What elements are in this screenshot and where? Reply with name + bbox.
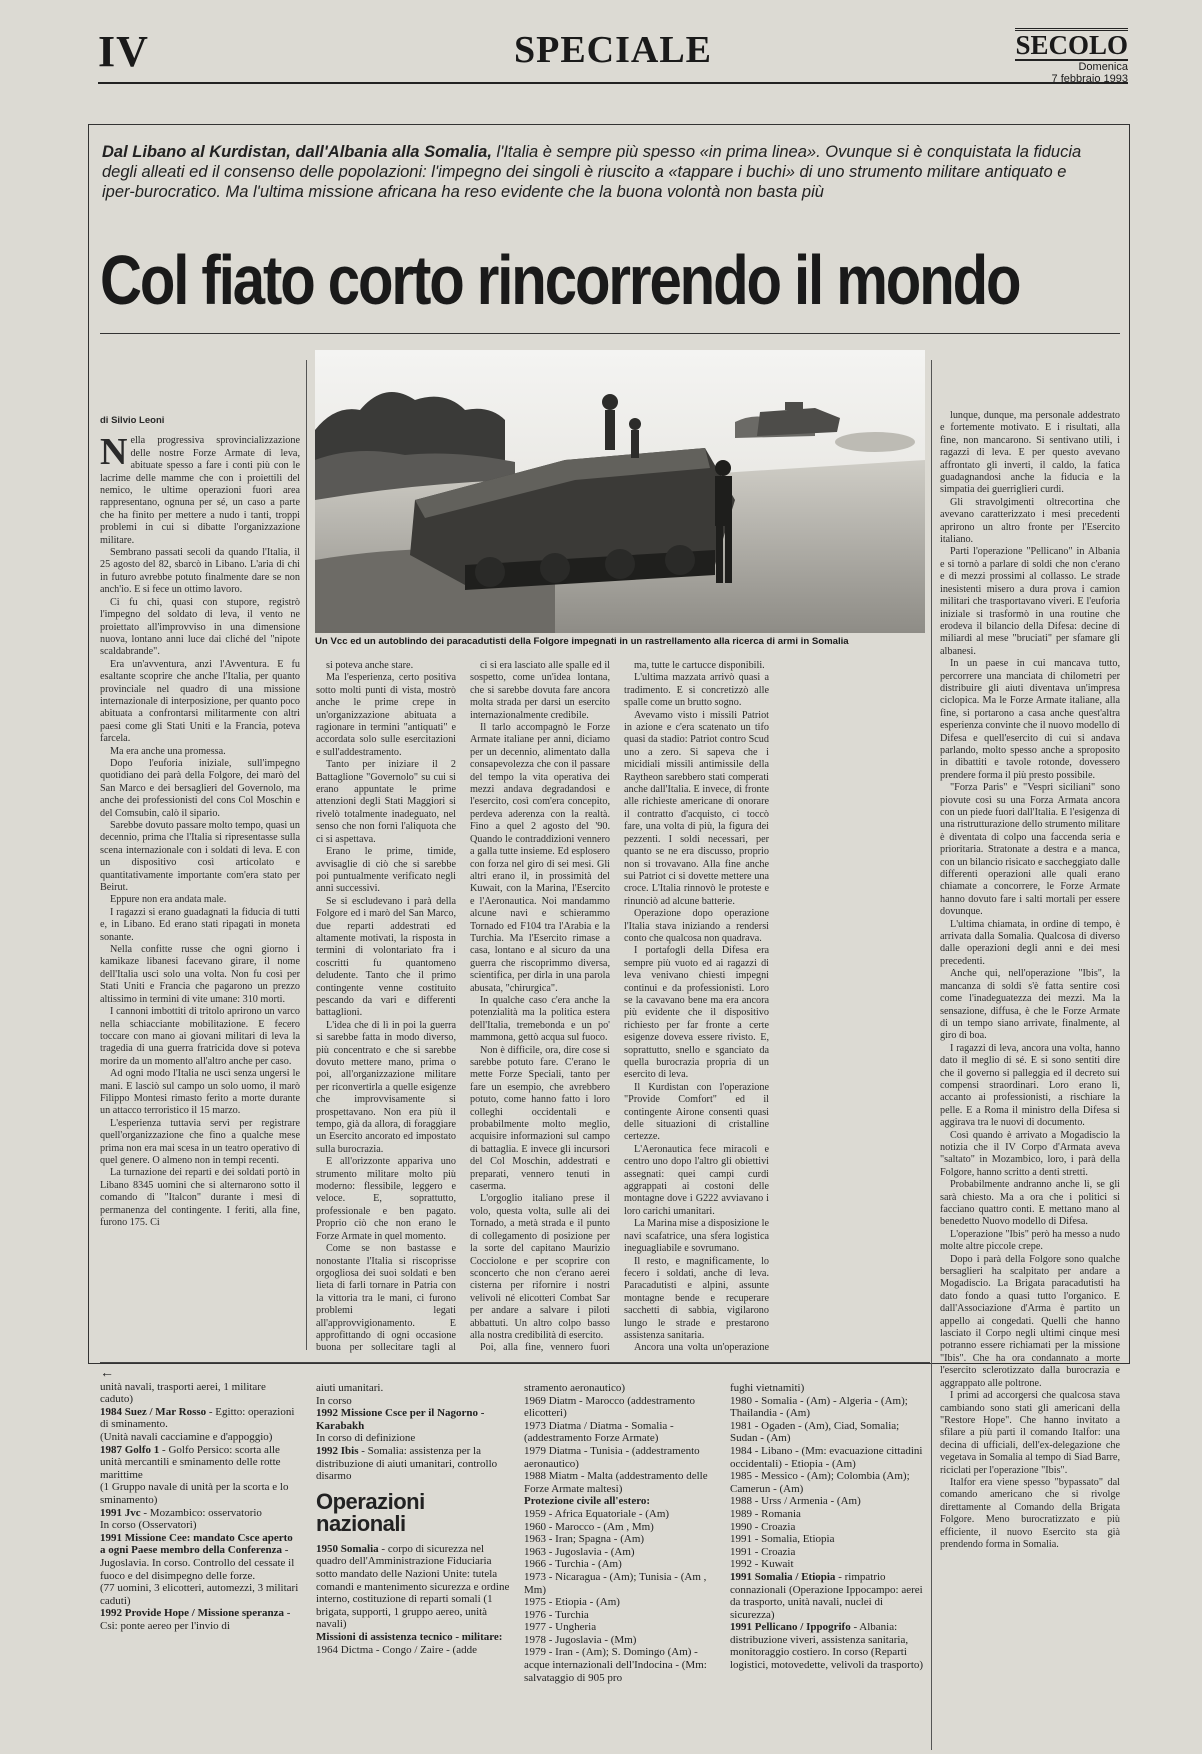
paragraph: Gli stravolgimenti oltrecortina che avevano caratterizzato i mesi precedenti aprirono un altro fronte per l'Esercito italiano. [940, 496, 1120, 546]
entry-label: 1984 Suez / Mar Rosso [100, 1405, 207, 1418]
article-column-2 [316, 660, 456, 1355]
chronology-entry [100, 1532, 300, 1582]
entry-text: 1984 - Libano - (Mm: evacuazione cittadini occidentali) - Etiopia - (Am) [730, 1444, 923, 1470]
paragraph: L'idea che di lì in poi la guerra si sarebbe fatta in modo diverso, più concentrato e che si sarebbe dovuto mettere mano, prima o poi, all'organizzazione militare per riconvertirla a quelle esigenze che improvvisamente si prospettavano. Non era più il tempo, già da allora, di foraggiare un Esercito ancorato ed impostato sulla burocrazia. [316, 1019, 456, 1155]
entry-text: 1963 - Iran; Spagna - (Am) [524, 1533, 645, 1546]
chronology-entry [524, 1420, 722, 1445]
chronology-entry [100, 1381, 300, 1406]
issue-day: Domenica [1078, 61, 1128, 73]
paragraph: Non è difficile, ora, dire cose si sarebbe potuto fare. C'erano le mette Forze Speciali, tanto per fare un esempio, che avrebbero potuto, come hanno fatto i loro colleghi occidentali e probabilmente molto meglio, acquisire informazioni sul campo di battaglia. E invece gli incursori del Col Moschin, addestrati e preparati, vennero tenuti in caserma. [470, 1044, 610, 1193]
page-number: IV [98, 27, 149, 76]
chronology-entry [730, 1420, 926, 1445]
paragraph: Parti l'operazione "Pellicano" in Albania e si tornò a parlare di soldi che non c'erano e di mezzi prossimi al collasso. Le strade inesistenti misero a dura prova i camion militari che trasportavano viveri. E l'euforia iniziale si trasformò in una routine che erodeva il bilancio della Difesa: decine di miliardi al mese "bruciati" per sfamare gli albanesi. [940, 546, 1120, 657]
chronology-entry [524, 1609, 722, 1622]
paper-name: SECOLO [1015, 30, 1128, 60]
entry-text: 1988 - Urss / Armenia - (Am) [730, 1495, 861, 1508]
paragraph: Ma l'esperienza, certo positiva sotto molti punti di vista, mostrò anche le prime crepe in un'organizzazione abituata a ragionare in termini "antiquati" e accordata solo sulle esercitazioni e sull'addestramento. [316, 672, 456, 758]
paragraph: Sembrano passati secoli da quando l'Italia, il 25 agosto del 82, sbarcò in Libano. L'aria di chi in futuro avrebbe potuto finalmente dare se non anch'io. E si fece un ottimo lavoro. [100, 547, 300, 596]
dropcap: N [100, 431, 128, 474]
chronology-entry [100, 1431, 300, 1444]
entry-text: In corso [316, 1394, 352, 1407]
article-column-5 [940, 410, 1120, 1750]
entry-text: 1976 - Turchia [524, 1608, 589, 1621]
entry-text: - Golfo Persico: scorta alle unità mercantili e sminamento delle rotte marittime [100, 1443, 281, 1481]
entry-label: 1992 Provide Hope / Missione speranza [100, 1607, 285, 1620]
entry-text: 1973 - Nicaragua - (Am); Tunisia - (Am , Mm) [524, 1570, 707, 1596]
entry-text: 1977 - Ungheria [524, 1621, 597, 1634]
section-title: SPECIALE [513, 29, 713, 71]
paper-logo [1015, 28, 1128, 85]
chronology-entries [316, 1543, 514, 1656]
paragraph: E all'orizzonte appariva uno strumento militare molto più moderno: flessibile, leggero e veloce. E, soprattutto, professionale e ben pagato. Proprio ciò che non erano le Forze Armate in quel momento. [316, 1156, 456, 1242]
chronology-entry [100, 1582, 300, 1607]
entry-text: 1966 - Turchia - (Am) [524, 1558, 622, 1571]
entry-text: 1991 - Somalia, Etiopia [730, 1533, 835, 1546]
chronology-entry [100, 1406, 300, 1431]
chronology-column-2 [316, 1382, 514, 1747]
paragraph: Dopo l'euforia iniziale, sull'impegno quotidiano dei parà della Folgore, dei marò del San Marco e dei bersaglieri del Governolo, ma anche dei professionisti del cons Col Moschin e del Comsubin, calò il sipario. [100, 757, 300, 819]
entry-text: - Jugoslavia. In corso. Controllo del cessate il fuoco e del disimpegno delle forze. [100, 1544, 295, 1582]
chronology-entry [524, 1395, 722, 1420]
chronology-entry [524, 1382, 722, 1395]
paragraph: Avevamo visto i missili Patriot in azione e c'era scatenato un tifo quasi da stadio: Patriot contro Scud uno a zero. Si sapeva che i micidiali missili antimissile della Raytheon sarebbero stati comperati anche dall'Italia. E invece, di fronte alle richieste americane di onorare il contratto d'acquisto, ci toccò fare, una volta di più, la figura dei pezzenti. I soldi necessari, per quanto se ne era discusso, proprio non si trovavano. Alla fine anche sui Patriot ci si dovette mettere una croce. L'Italia rinnovò le proteste e rinunciò ad alcune batterie. [624, 709, 769, 907]
paragraph: Tanto per iniziare il 2 Battaglione "Governolo" su cui si erano appuntate le prime attenzioni degli Stati Maggiori si rivelò totalmente inadeguato, nel senso che non fornì l'aliquota che ci si aspettava. [316, 759, 456, 845]
entry-text: 1969 Diatm - Marocco (addestramento elicotteri) [524, 1394, 696, 1420]
paragraph: Eppure non era andata male. [110, 894, 227, 906]
paragraph: Ad ogni modo l'Italia ne uscì senza ungersi le mani. E lasciò sul campo un solo uomo, il marò Filippo Montesi rimasto ferito a morte durante un attacco terroristico il 15 marzo. [100, 1068, 300, 1117]
chronology-entry [316, 1631, 514, 1644]
photo-caption: Un Vcc ed un autoblindo dei paracadutisti della Folgore impegnati in un rastrellamento alla ricerca di armi in Somalia [315, 636, 849, 647]
entry-label: 1991 Missione Cee: mandato Csce aperto a ogni Paese membro della Conferenza [100, 1531, 293, 1557]
column-rule [306, 360, 307, 1350]
chronology-column-3 [524, 1382, 722, 1747]
paragraph: Sarebbe dovuto passare molto tempo, quasi un decennio, prima che l'Italia si ripresentasse sulla scena internazionale con i soldati di leva. E con un dispositivo così articolato e quantitativamente importante com'era stato per Beirut. [100, 820, 300, 894]
chronology-entry [316, 1382, 514, 1395]
entry-text: fughi vietnamiti) [730, 1382, 805, 1394]
chronology-entry [524, 1508, 722, 1521]
chronology-entry [316, 1432, 514, 1445]
column-paragraphs [470, 660, 610, 1355]
chronology-entry [730, 1546, 926, 1559]
column-paragraphs [940, 410, 1120, 1551]
entry-text: 1991 - Croazia [730, 1545, 796, 1558]
chronology-entry [524, 1533, 722, 1546]
paragraph: L'Aeronautica fece miracoli e centro uno dopo l'altro gli obiettivi assegnati: quei campi curdi aggrappati ai costoni delle montagne dove i G222 avviavano i loro carichi umanitari. [624, 1143, 769, 1217]
entry-label: 1992 Ibis [316, 1444, 359, 1457]
paragraph: Anche qui, nell'operazione "Ibis", la mancanza di soldi s'è fatta sentire così come l'inadeguatezza dei mezzi. Ma la sensazione, diffusa, è che le Forze Armate di un tempo siano arrivate, finalmente, al giro di boa. [940, 968, 1120, 1042]
headline: Col fiato corto rincorrendo il mondo [100, 241, 1020, 319]
paragraph: L'ultima chiamata, in ordine di tempo, è arrivata dalla Somalia. Qualcosa di diverso dalle operazioni degli anni e dei mesi precedenti. [940, 918, 1120, 967]
paragraph: I primi ad accorgersi che qualcosa stava cambiando sono stati gli americani della "Restore Hope". Che hanno invitato a sfilare a più parti il comando Italfor: una decina di ufficiali, dell'ex-delegazione che vegetava in Somalia al tempo di Siad Barre, riciclati per l'operazione "Ibis". [940, 1390, 1120, 1476]
article-column-4 [624, 660, 769, 1355]
chronology-entry [524, 1546, 722, 1559]
entry-text: In corso (Osservatori) [100, 1519, 197, 1532]
chronology-entry [730, 1495, 926, 1508]
chronology-entries [730, 1382, 926, 1672]
entry-text: 1963 - Jugoslavia - (Am) [524, 1545, 635, 1558]
chronology-column-1 [100, 1368, 300, 1748]
entry-text: 1981 - Ogaden - (Am), Ciad, Somalia; Sudan - (Am) [730, 1419, 900, 1445]
paragraph: ella progressiva sprovincializzazione delle nostre Forze Armate di leva, abituate spesso a fare i conti più con le lacrime delle mamme che con i proiettili del nemico, le ultime operazioni fuori area rappresentano, ognuna per sé, un caso a parte che ha finito per mettere a nudo i tanti, troppi problemi in cui si dibatte l'organizzazione militare. [100, 435, 300, 546]
column-paragraphs [100, 431, 300, 1229]
chronology-entries [524, 1382, 722, 1684]
chronology-entry [524, 1596, 722, 1609]
paragraph: Così quando è arrivato a Mogadiscio la notizia che il IV Corpo d'Armata aveva "saltato" in Mozambico, loro, i parà della Folgore, hanno scritto a denti stretti. [940, 1129, 1120, 1178]
chronology-entry [524, 1558, 722, 1571]
photo-armored-vehicles [315, 350, 925, 633]
paragraph: Italfor era viene spesso "bypassato" dal comando americano che si rivolge direttamente al Comando della Brigata Folgore. Meno burocratizzato e più efficiente, il nuovo Esercito sta già prendendo forma in Somalia. [940, 1476, 1120, 1550]
article-column-1 [100, 415, 300, 1355]
chronology-entry [730, 1558, 926, 1571]
column-paragraphs [624, 660, 769, 1355]
chronology-entry [316, 1644, 514, 1657]
entry-text: 1975 - Etiopia - (Am) [524, 1596, 620, 1609]
paragraph: In qualche caso c'era anche la potenzialità ma la politica estera dell'Italia, tremebonda e un po' mammona, gettò acqua sul fuoco. [470, 994, 610, 1044]
paragraph: L'esperienza tuttavia servì per registrare quell'organizzazione che fino a qualche mese prima non era mai scesa in un teatro operativo di quel genere. O almeno non in tempi recenti. [100, 1117, 300, 1166]
chronology-entry [524, 1571, 722, 1596]
paragraph: ci si era lasciato alle spalle ed il sospetto, come un'idea lontana, che si sarebbe dovuta fare ancora molta strada per darsi un esercito internazionalmente credibile. [470, 660, 610, 721]
paragraph: I ragazzi di leva, ancora una volta, hanno dato il meglio di sé. E si sono sentiti dire che il governo si palleggia ed il decreto sui compensi straordinari. Loro erano lì, accanto ai professionisti, a rischiare la pelle. E a Roma il ministro della Difesa si aggirava tra le nuovi di documento. [940, 1042, 1120, 1129]
paragraph: Operazione dopo operazione l'Italia stava iniziando a rendersi conto che qualcosa non quadrava. [624, 908, 769, 944]
entry-text: - Somalia: assistenza per la distribuzione di aiuti umanitari, controllo disarmo [316, 1444, 498, 1483]
entry-text: 1990 - Croazia [730, 1520, 796, 1533]
chronology-entry [316, 1407, 514, 1432]
paragraph: Il tarlo accompagnò le Forze Armate italiane per anni, diciamo per un decennio, alimentato dalla consapevolezza che con il passare del tempo la vita operativa dei mezzi andava degradandosi e l'esercito, così com'era concepito, perdeva aderenza con la realtà. Fino a quel 2 agosto del '90. Quando le contraddizioni vennero a galla tutte insieme. Ed esplosero con forza nel giro di sei mesi. Gli altri erano il, in prossimità del Kuwait, con la Marina, l'Esercito e l'Aeronautica. Noi mandammo alcune navi e schierammo Tornado ed F104 tra l'Arabia e la Turchia. Ma l'Esercito rimase a casa, lontano e al sicuro da una guerra che riscoprimmo diversa, scientifica, per dirla in una parola abusata, "chirurgica". [470, 722, 610, 994]
paragraph: Dopo i parà della Folgore sono qualche bersaglieri ha scalpitato per andare a Mogadiscio. La Brigata paracadutisti ha dato fondo a quasi tutto l'organico. E dall'Associazione d'Arma è partito un appello ai congedati. Quelli che hanno lasciato il Corpo negli ultimi cinque mesi potranno essere richiamati per la missione "Ibis". Che ha ora condannato a morte l'esercito sclerotizzato dalla burocrazia e aggrappato alle poltrone. [940, 1253, 1120, 1389]
column-rule [931, 360, 932, 1750]
photo-image [315, 350, 925, 633]
byline: di Silvio Leoni [100, 415, 165, 426]
chronology-entry [524, 1634, 722, 1647]
paragraph: Erano le prime, timide, avvisaglie di ciò che si sarebbe poi puntualmente verificato negli anni successivi. [316, 846, 456, 895]
entry-label: Protezione civile all'estero: [524, 1495, 651, 1508]
chronology-entry [524, 1445, 722, 1470]
article-column-3 [470, 660, 610, 1355]
entry-text: 1978 - Jugoslavia - (Mm) [524, 1633, 637, 1646]
issue-date: 7 febbraio 1993 [1051, 73, 1128, 85]
summary-text: l'Italia è sempre più spesso «in prima linea». Ovunque si è conquistata la fiducia degli alleati ed il consenso delle popolazioni: l'impegno dei singoli è riuscito a «tappare i buchi» di uno strumento militare antiquato e iper-burocratico. Ma l'ultima missione africana ha reso evidente che la buona volontà non basta più [102, 143, 1082, 201]
paragraph: Come se non bastasse e nonostante l'Italia si riscoprisse orgogliosa dei suoi soldati e ben lieta di farli tornare in Patria con la vittoria tra le mani, ci furono problemi legati all'approvvigionamento. E approfittando di ogni occasione buona per sollecitare tagli al [316, 1243, 456, 1354]
entry-text: 1988 Miatm - Malta (addestramento delle Forze Armate maltesi) [524, 1470, 708, 1495]
paragraph: I portafogli della Difesa era sempre più vuoto ed ai ragazzi di leva venivano chiesti impegni continui e da professionisti. Loro se la cavavano bene ma era ancora più evidente che il dispositivo richiesto per far fronte a certe esigenze doveva essere rivisto. E, soprattutto, snello e sganciato da quella burocrazia propria di un esercito di leva. [624, 945, 769, 1081]
entry-text: 1992 - Kuwait [730, 1558, 794, 1571]
chronology-entry [100, 1481, 300, 1506]
entry-text: 1960 - Marocco - (Am , Mm) [524, 1520, 654, 1533]
paragraph: Ma era anche una promessa. [110, 745, 226, 757]
paragraph: L'operazione "Ibis" però ha messo a nudo molte altre piccole crepe. [940, 1228, 1120, 1253]
entry-text: (77 uomini, 3 elicotteri, automezzi, 3 militari caduti) [100, 1582, 299, 1607]
entry-text: - Mozambico: osservatorio [140, 1506, 262, 1519]
chronology-entry [100, 1607, 300, 1632]
entry-text: 1973 Diatma / Diatma - Somalia - (addestramento Forze Armate) [524, 1419, 674, 1445]
paragraph: La turnazione dei reparti e dei soldati portò in Libano 8345 uomini che si alternarono sotto il comando di "Italcon" durante i mesi di permanenza del contingente. I feriti, alla fine, furono 175. Ci [100, 1167, 300, 1228]
entry-text: stramento aeronautico) [524, 1382, 626, 1394]
entry-label: 1992 Missione Csce per il Nagorno - Karabakh [316, 1407, 485, 1432]
entry-text: 1989 - Romania [730, 1507, 801, 1520]
paragraph: si poteva anche stare. [326, 660, 414, 671]
chronology-entry [730, 1470, 926, 1495]
paragraph: L'orgoglio italiano prese il volo, questa volta, sulle ali dei Tornado, a metà strada e il punto di collegamento di posizione per la sorte del capitano Maurizio Cocciolone e per scoprire con sconcerto che non c'erano aerei cisterna per rifornire i nostri velivoli né elicotteri Combat Sar per andare a salvare i piloti abbattuti. Un altro colpo basso alla nostra credibilità di esercito. [470, 1193, 610, 1341]
paragraph: ma, tutte le cartucce disponibili. [634, 660, 765, 671]
entry-label: 1991 Somalia / Etiopia [730, 1570, 836, 1583]
paragraph: lunque, dunque, ma personale addestrato e fortemente motivato. E i risultati, alla fine, non mancarono. Si sentivano utili, i ragazzi di leva. E per questo avevano affrontato gli inverti, il caldo, la fatica guadagnandosi anche la fiducia e la simpatia dei guerriglieri curdi. [940, 410, 1120, 496]
chronology-entries [100, 1381, 300, 1633]
chronology-entry [524, 1470, 722, 1495]
chronology-entry [730, 1382, 926, 1395]
entry-text: (Unità navali cacciamine e d'appoggio) [100, 1430, 273, 1443]
entry-text: 1979 Diatma - Tunisia - (addestramento aeronautico) [524, 1444, 700, 1470]
chronology-entry [730, 1533, 926, 1546]
chronology-entry [730, 1508, 926, 1521]
chronology-entry [316, 1445, 514, 1483]
entry-label: Missioni di assistenza tecnico - militare: [316, 1630, 503, 1643]
chronology-entry [100, 1507, 300, 1520]
chronology-rule [100, 1362, 930, 1363]
entry-text: (1 Gruppo navale di unità per la scorta e lo sminamento) [100, 1481, 289, 1506]
chronology-column-4 [730, 1382, 926, 1747]
paragraph: L'ultima mazzata arrivò quasi a tradimento. E si concretizzò alle spalle come un brutto sogno. [624, 672, 769, 709]
entry-text: - rimpatrio connazionali (Operazione Ippocampo: aerei da trasporto, unità navali, nuclei di sicurezza) [730, 1570, 923, 1621]
entry-text: - Albania: distribuzione viveri, assistenza sanitaria, monitoraggio costiero. In corso (Reparti logistici, motovedette, velivoli da trasporto) [730, 1621, 924, 1672]
entry-label: 1991 Pellicano / Ippogrifo [730, 1621, 851, 1634]
chronology-entry [100, 1444, 300, 1482]
paragraph: Ci fu chi, quasi con stupore, registrò l'impegno del soldato di leva, il vento ne proiettato all'improvviso in una dimensione nuova, lontano anni luce dai cliché del "nipote scaldabrande". [100, 596, 300, 658]
paragraph: Il resto, e magnificamente, lo fecero i soldati, anche di leva. Paracadutisti e alpini, assunte montagne bende e recuperare sacchetti di sabbia, vigilarono lungo le strade e prestarono assistenza sanitaria. [624, 1255, 769, 1341]
paragraph: Nella confitte russe che ogni giorno i kamikaze libanesi facevano girare, il nome dell'Italia usci solo una volta. Non fu così per Stati Uniti e Francia che pagarono un prezzo altissimo in termini di vite umane: 310 morti. [100, 944, 300, 1005]
chronology-entry [524, 1646, 722, 1684]
paragraph: I cannoni imbottiti di tritolo aprirono un varco nella schiacciante mobilitazione. E fecero toccare con mano ai giovani militari di leva la tragedia di una guerra fratricida dove si poteva morire da un momento all'altro anche per caso. [100, 1006, 300, 1067]
paragraph: Il Kurdistan con l'operazione "Provide Comfort" ed il contingente Airone consentì quasi delle situazioni di cristalline certezze. [624, 1081, 769, 1143]
entry-label: 1950 Somalia [316, 1542, 379, 1555]
entry-text: In corso di definizione [316, 1432, 416, 1445]
paragraph: Ancora una volta un'operazione [634, 1342, 769, 1354]
entry-text: - Csi: ponte aereo per l'invio di [100, 1607, 291, 1632]
paragraph: "Forza Paris" e "Vespri siciliani" sono piovute così su una Forza Armata ancora con un piede fuori dall'Italia. E l'esigenza di una ristrutturazione dello strumento militare è diventata di colpo una faccenda seria e prioritaria. Stratonate a destra e a manca, con un bilancio risicato e saccheggiato dalle differenti operazioni alle quali erano chiamate a concorrere, le Forze Armate hanno dovuto fare i salti mortali per essere dovunque. [940, 782, 1120, 918]
paragraph: La Marina mise a disposizione le navi scafatrice, una sfera logistica ineguagliabile e sovrumano. [624, 1218, 769, 1255]
chronology-entry [730, 1621, 926, 1671]
back-arrow-icon: ← [100, 1368, 114, 1381]
chronology-entry [524, 1521, 722, 1534]
article-summary [102, 142, 1092, 202]
entry-text: - Egitto: operazioni di sminamento. [100, 1405, 295, 1431]
chronology-entry [316, 1543, 514, 1631]
entry-label: 1987 Golfo 1 [100, 1443, 160, 1456]
chronology-entry [524, 1621, 722, 1634]
entry-label: 1991 Jvc [100, 1506, 141, 1519]
entry-text: 1985 - Messico - (Am); Colombia (Am); Camerun - (Am) [730, 1470, 910, 1495]
chronology-entry [730, 1571, 926, 1621]
chronology-entry [524, 1495, 722, 1508]
paragraph: I ragazzi si erano guadagnati la fiducia di tutti e, in Libano. Ed erano stati ripagati in moneta sonante. [100, 906, 300, 943]
chronology-entry [730, 1395, 926, 1420]
entry-text: 1980 - Somalia - (Am) - Algeria - (Am); Thailandia - (Am) [730, 1394, 908, 1420]
national-operations-heading: Operazioni nazionali [316, 1488, 425, 1536]
paragraph: In un paese in cui mancava tutto, percorrere una manciata di chilometri per distribuire gli aiuti diventava un'impresa ciclopica. Ma le Forze Armate italiane, alla fine, si portarono a casa anche quest'altra esperienza convinte che il nuovo modello di Difesa e quell'esercito di cui si andava parlando, molto spesso anche a sproposito in dibattiti e tavole rotonde, dovessero prendere forma il più presto possibile. [940, 658, 1120, 781]
paragraph: Se si escludevano i parà della Folgore ed i marò del San Marco, due reparti addestrati ed altamente motivati, la risposta in termini di volontariato fra i coscritti fu quantomeno deludente. Tanto che il primo contingente venne costituito pescando da vari e differenti battaglioni. [316, 895, 456, 1019]
entry-text: unità navali, trasporti aerei, 1 militare caduto) [100, 1380, 266, 1406]
paragraph: Probabilmente andranno anche li, se gli sarà chiesto. Ma a ora che i politici si facciano quattro conti. E mettano mano al benedetto Nuovo modello di Difesa. [940, 1179, 1120, 1228]
masthead [98, 22, 1128, 84]
summary-lead: Dal Libano al Kurdistan, dall'Albania alla Somalia, [102, 143, 492, 161]
entry-text: aiuti umanitari. [316, 1382, 384, 1394]
chronology-entry [730, 1521, 926, 1534]
paragraph: Era un'avventura, anzi l'Avventura. E fu esaltante scoprire che anche l'Italia, per quanto provinciale nel quadro di una missione internazionale di interposizione, per quanto poco abituata a confrontarsi militarmente con altri paesi come gli Stati Uniti e la Francia, poteva farcela. [100, 658, 300, 745]
headline-rule [100, 333, 1120, 334]
chronology-entry [730, 1445, 926, 1470]
paragraph: Poi, alla fine, vennero fuori [480, 1342, 610, 1354]
entry-text: 1979 - Iran - (Am); S. Domingo (Am) - acque internazionali dell'Indocina - (Mm: salvataggio di 905 pro [524, 1646, 707, 1684]
chronology-entry [100, 1519, 300, 1532]
entry-text: 1959 - Africa Equatoriale - (Am) [524, 1507, 670, 1520]
entry-text: - corpo di sicurezza nel quadro dell'Amministrazione Fiduciaria sotto mandato delle Nazioni Unite: tutela comandi e mantenimento sicurezza e ordine interno, costituzione di reparti somali (1 brigata, supporti, 1 gruppo aereo, unità navali) [316, 1542, 510, 1631]
chronology-entries [316, 1382, 514, 1483]
column-paragraphs [316, 660, 456, 1355]
entry-text: 1964 Dictma - Congo / Zaire - (adde [316, 1643, 477, 1656]
chronology-entry [316, 1395, 514, 1408]
